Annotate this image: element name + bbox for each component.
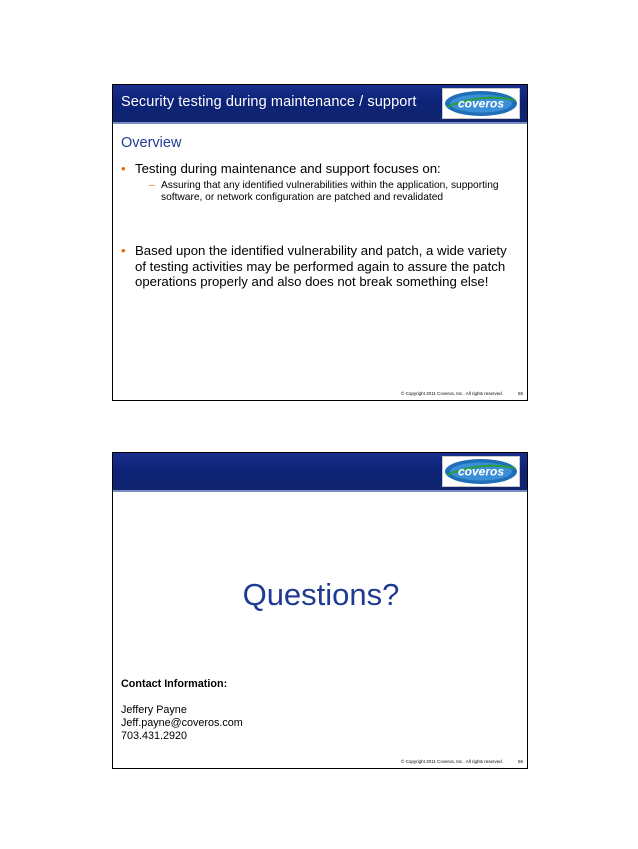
sub-bullet-text: Assuring that any identified vulnerabilities within the application, supporting software, or network configuration are patched and revalidated (161, 179, 499, 203)
coveros-logo-icon (443, 457, 519, 486)
bullet-text: Based upon the identified vulnerability and patch, a wide variety of testing activities may be performed again to assure the patch operations properly and also does not break something else! (135, 243, 507, 289)
slide-number: 56 (517, 759, 523, 764)
coveros-logo (442, 456, 520, 487)
bullet-marker: • (121, 161, 126, 176)
bullet-text: Testing during maintenance and support focuses on: (135, 161, 441, 176)
contact-phone: 703.431.2920 (121, 730, 188, 742)
contact-heading: Contact Information: (121, 678, 228, 690)
slide-heading: Overview (121, 135, 182, 151)
sub-bullet-item (149, 180, 501, 204)
contact-email[interactable]: Jeff.payne@coveros.com (121, 717, 243, 729)
contact-name: Jeffery Payne (121, 704, 187, 716)
bullet-item (121, 243, 516, 290)
slide-banner (113, 453, 527, 492)
slide-banner (113, 85, 527, 124)
copyright-notice: © Copyright 2011 Coveros, Inc.. All rights reserved. (401, 759, 504, 764)
slide-number: 55 (517, 391, 523, 396)
slide-56 (112, 452, 528, 769)
copyright-notice: © Copyright 2011 Coveros, Inc.. All rights reserved. (401, 391, 504, 396)
slide-title: Security testing during maintenance / support (121, 94, 417, 110)
coveros-logo (442, 88, 520, 119)
sub-bullet-marker: – (149, 179, 155, 191)
bullet-item (121, 161, 516, 204)
logo-text: coveros (457, 464, 505, 479)
questions-title: Questions? (242, 577, 400, 612)
slide-55 (112, 84, 528, 401)
coveros-logo-icon (443, 89, 519, 118)
bullet-marker: • (121, 243, 126, 258)
logo-text: coveros (457, 96, 505, 111)
